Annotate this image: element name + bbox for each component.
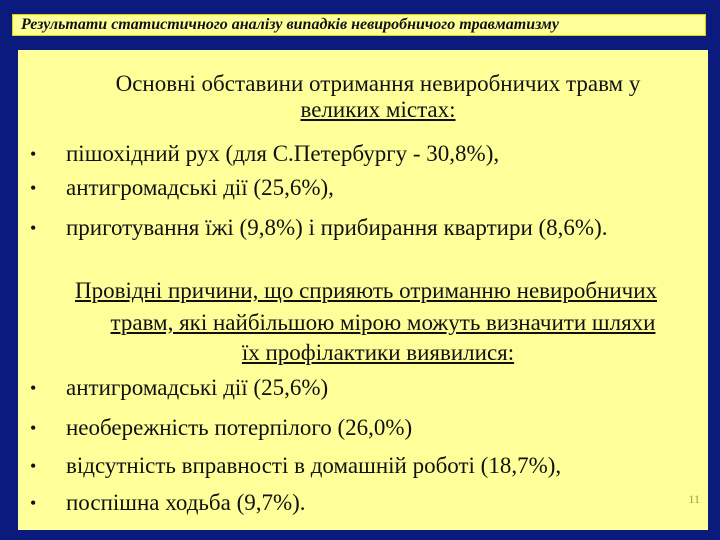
list-item-text: необережність потерпілого (26,0%): [66, 415, 413, 440]
list-item: [18, 215, 708, 241]
section1-heading-line1: Основні обставини отримання невиробничих травм у: [115, 71, 641, 96]
slide-title: Результати статистичного аналізу випадків невиробничого травматизму: [12, 14, 706, 36]
bullet-icon: •: [30, 456, 37, 476]
list-item: [18, 175, 708, 201]
list-item-text: антигромадські дії (25,6%),: [66, 175, 334, 200]
list-item: [18, 141, 708, 167]
slide-number: 11: [688, 492, 700, 506]
list-item-text: поспішна ходьба (9,7%).: [66, 490, 306, 515]
bullet-icon: •: [30, 178, 37, 198]
bullet-icon: •: [30, 493, 37, 513]
bullet-icon: •: [30, 218, 37, 238]
bullet-icon: •: [30, 378, 37, 398]
section2-heading-line3: їх профілактики виявилися:: [241, 340, 515, 365]
list-item-text: відсутність вправності в домашній роботі (18,7%),: [66, 453, 562, 478]
list-item: [18, 490, 708, 516]
slide-header: [0, 0, 720, 40]
section1-heading-line2: великих містах:: [300, 97, 456, 122]
list-item-text: пішохідний рух (для С.Петербургу - 30,8%),: [66, 141, 500, 166]
list-item-text: приготування їжі (9,8%) і прибирання квартири (8,6%).: [66, 215, 608, 240]
list-item-text: антигромадські дії (25,6%): [66, 375, 329, 400]
content-panel: [18, 50, 708, 530]
bullet-icon: •: [30, 418, 37, 438]
list-item: [18, 453, 708, 479]
section2-heading-line1: Провідні причини, що сприяють отриманню невиробничих: [74, 278, 658, 303]
bullet-icon: •: [30, 144, 37, 164]
list-item: [18, 375, 708, 401]
list-item: [18, 415, 708, 441]
section2-heading-line2: травм, які найбільшою мірою можуть визначити шляхи: [110, 310, 656, 335]
